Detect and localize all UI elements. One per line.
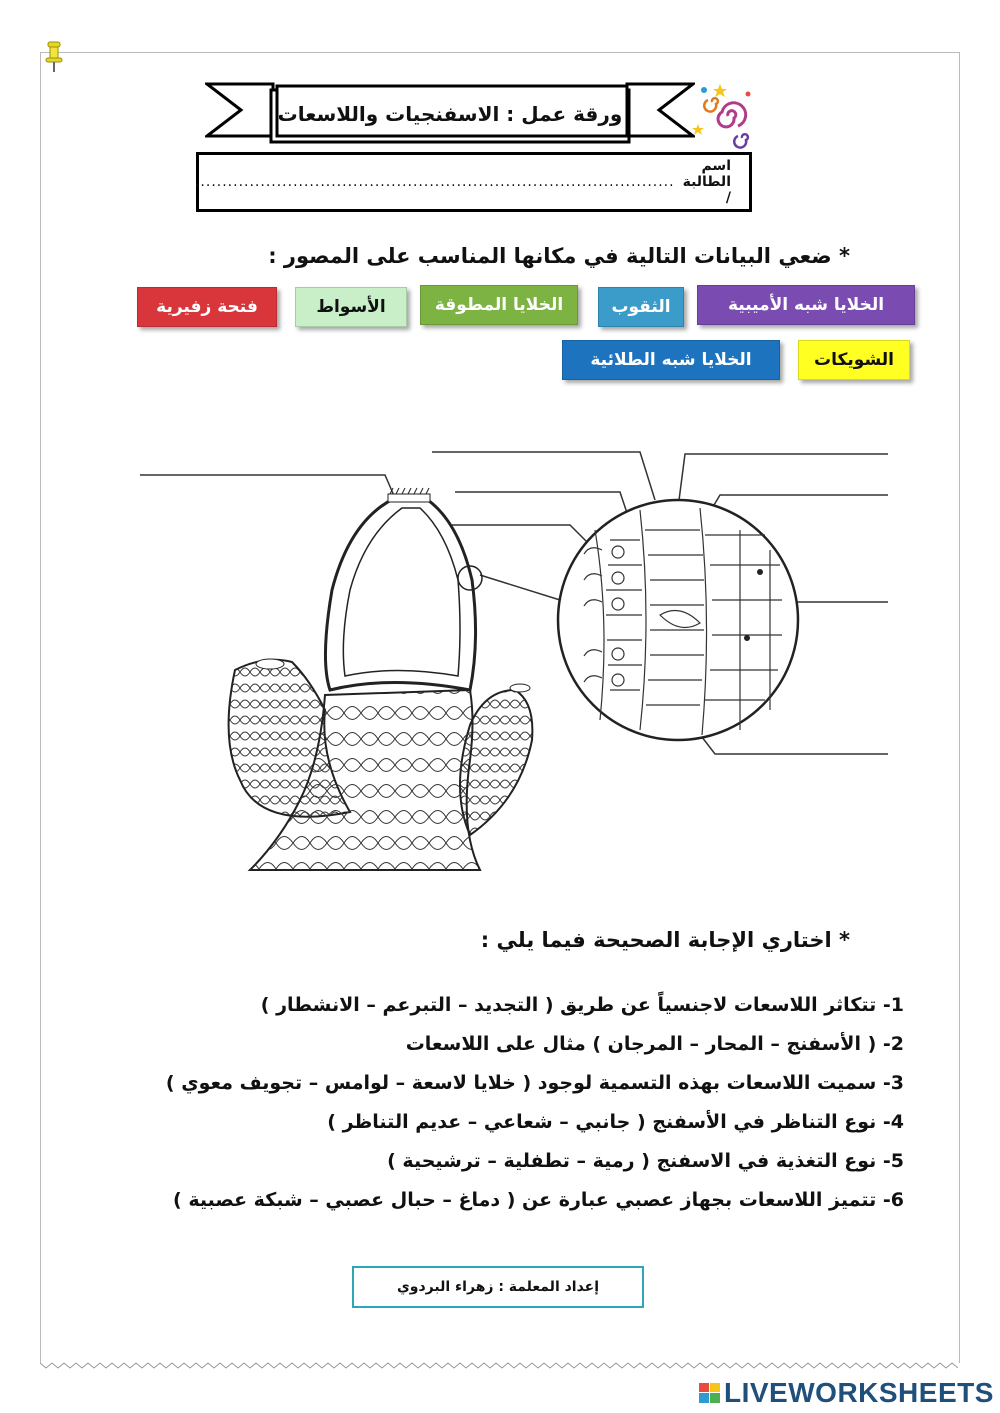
sponge-diagram bbox=[140, 440, 900, 880]
decorative-swirl-icon bbox=[690, 80, 760, 150]
pushpin-icon bbox=[44, 40, 64, 74]
choose-instruction: * اختاري الإجابة الصحيحة فيما يلي : bbox=[480, 928, 850, 952]
label-tag-epithelial-cells[interactable]: الخلايا شبه الطلائية bbox=[562, 340, 780, 380]
liveworksheets-brand: LIVEWORKSHEETS bbox=[724, 1377, 994, 1408]
label-tag-flagella[interactable]: الأسواط bbox=[295, 287, 407, 327]
label-tag-amoebocytes[interactable]: الخلايا شبه الأميبية bbox=[697, 285, 915, 325]
label-tag-spicules[interactable]: الشويكات bbox=[798, 340, 910, 380]
liveworksheets-logo[interactable] bbox=[698, 1377, 994, 1409]
label-tag-collar-cells[interactable]: الخلايا المطوقة bbox=[420, 285, 578, 325]
question-3[interactable]: 3- سميت اللاسعات بهذه التسمية لوجود ( خلايا لاسعة – لوامس – تجويف معوي ) bbox=[165, 1072, 904, 1094]
student-name-label: اسم الطالبة / bbox=[682, 158, 731, 206]
teacher-credit: إعداد المعلمة : زهراء البردوي bbox=[352, 1266, 644, 1308]
question-6[interactable]: 6- تتميز اللاسعات بجهاز عصبي عبارة عن ( دماغ – حبال عصبي – شبكة عصبية ) bbox=[173, 1189, 904, 1211]
liveworksheets-logo-icon bbox=[698, 1381, 722, 1405]
questions-list bbox=[166, 986, 904, 1220]
question-5[interactable]: 5- نوع التغذية في الاسفنج ( رمية – تطفلية – ترشيحية ) bbox=[387, 1150, 904, 1172]
page-bottom-edge bbox=[40, 1360, 958, 1370]
student-name-field[interactable]: ........................................................................................ bbox=[194, 174, 675, 190]
student-name-box[interactable] bbox=[196, 152, 752, 212]
label-tag-osculum[interactable]: فتحة زفيرية bbox=[137, 287, 277, 327]
question-2[interactable]: 2- ( الأسفنج – المحار – المرجان ) مثال على اللاسعات bbox=[405, 1033, 904, 1055]
label-tag-pores[interactable]: الثقوب bbox=[598, 287, 684, 327]
question-1[interactable]: 1- تتكاثر اللاسعات لاجنسياً عن طريق ( التجديد – التبرعم – الانشطار ) bbox=[260, 994, 904, 1016]
labels-instruction: * ضعي البيانات التالية في مكانها المناسب على المصور : bbox=[268, 244, 850, 268]
worksheet-title: ورقة عمل : الاسفنجيات واللاسعات bbox=[277, 102, 623, 126]
question-4[interactable]: 4- نوع التناظر في الأسفنج ( جانبي – شعاعي – عديم التناظر ) bbox=[327, 1111, 904, 1133]
